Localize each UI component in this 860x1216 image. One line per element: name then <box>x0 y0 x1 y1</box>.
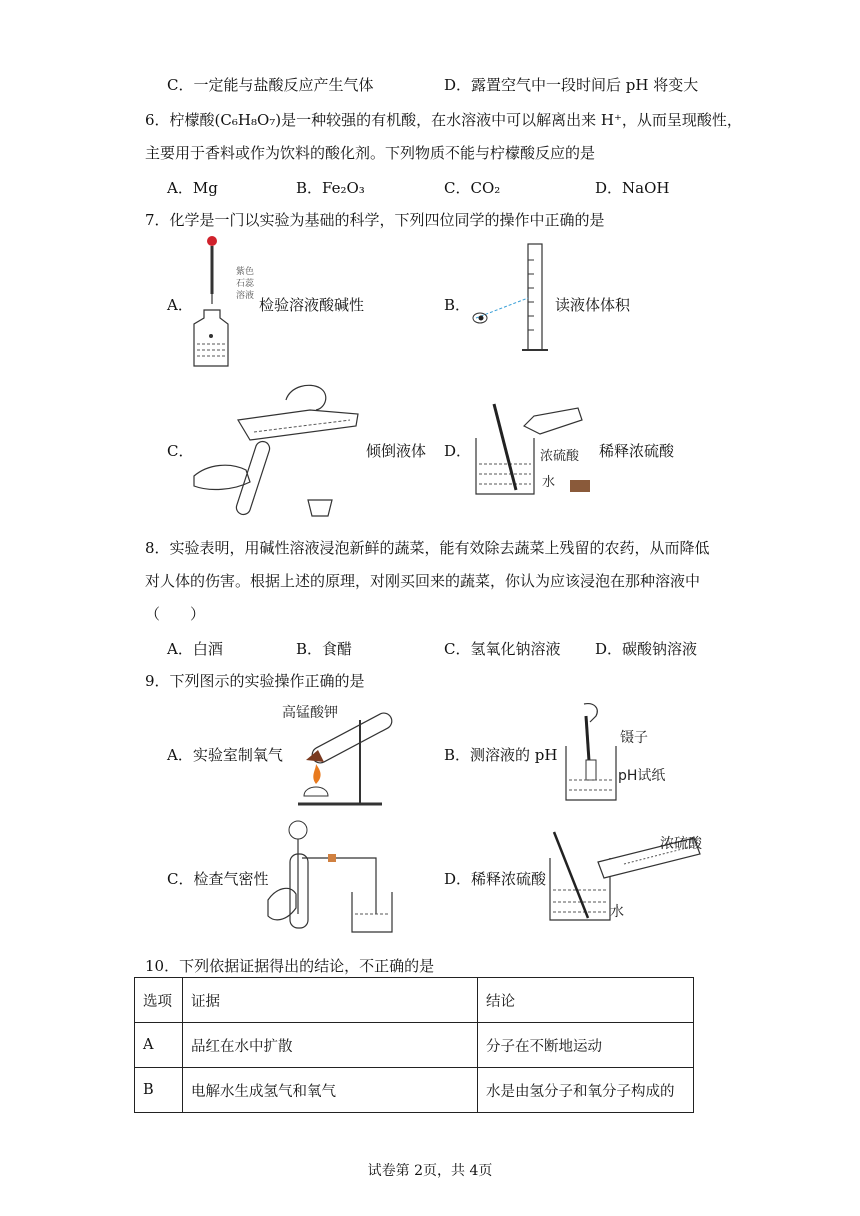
table-cell: 分子在不断地运动 <box>478 1023 694 1068</box>
glass-rod-icon <box>494 404 516 490</box>
q7d-label-water: 水 <box>542 475 556 490</box>
sight-line <box>476 298 528 318</box>
beaker-icon <box>352 892 392 932</box>
q7a-label-line1: 紫色 <box>236 267 255 277</box>
q7-option-a-letter: A． <box>167 296 193 314</box>
q9b-label-tweezers: 镊子 <box>620 730 648 746</box>
q8-option-a: A．白酒 <box>167 640 223 658</box>
table-cell: 水是由氢分子和氧分子构成的 <box>478 1068 694 1113</box>
page-footer: 试卷第 2页，共 4页 <box>367 1163 493 1179</box>
q7-option-b-letter: B． <box>444 296 471 314</box>
q9-option-c: C．检查气密性 <box>167 870 269 888</box>
q8-option-d: D．碳酸钠溶液 <box>595 640 698 658</box>
q9-stem: 9．下列图示的实验操作正确的是 <box>145 672 365 690</box>
q7b-graduated-cylinder-figure <box>466 240 556 362</box>
table-cell: 品红在水中扩散 <box>183 1023 478 1068</box>
q9c-airtightness-figure <box>266 818 396 936</box>
alcohol-lamp-icon <box>304 787 328 796</box>
acid-bottle-icon <box>524 408 582 434</box>
test-tube-icon <box>235 440 272 517</box>
table-row <box>135 1068 694 1113</box>
table-header-cell: 选项 <box>135 978 183 1023</box>
q6-option-b: B．Fe₂O₃ <box>296 179 365 197</box>
q9b-label-ph-paper: pH试纸 <box>618 768 666 784</box>
table-row <box>135 1023 694 1068</box>
q9-option-b: B．测溶液的 pH <box>444 746 558 764</box>
q5-option-c: C．一定能与盐酸反应产生气体 <box>167 76 374 94</box>
q6-option-a: A．Mg <box>167 179 218 197</box>
q8-stem-line1: 8．实验表明，用碱性溶液浸泡新鲜的蔬菜，能有效除去蔬菜上残留的农药，从而降低 <box>145 539 710 557</box>
q6-option-d: D．NaOH <box>595 179 670 197</box>
reagent-bottle-icon <box>238 410 358 440</box>
q7-option-d-caption: 稀释浓硫酸 <box>599 442 675 460</box>
q8-option-b: B．食醋 <box>296 640 353 658</box>
table-header-cell: 证据 <box>183 978 478 1023</box>
q7-option-b-caption: 读液体体积 <box>555 296 631 314</box>
hand-icon <box>194 465 250 489</box>
delivery-tube-icon <box>302 858 376 914</box>
q9a-oxygen-apparatus-figure <box>278 700 408 810</box>
q6-stem-line2: 主要用于香料或作为饮料的酸化剂。下列物质不能与柠檬酸反应的是 <box>145 144 596 162</box>
q8-stem-line2: 对人体的伤害。根据上述的原理，对刚买回来的蔬菜，你认为应该浸泡在那种溶液中 <box>145 572 701 590</box>
q9-option-d: D．稀释浓硫酸 <box>444 870 547 888</box>
q9-option-a: A．实验室制氧气 <box>167 746 283 764</box>
q7-option-c-letter: C． <box>167 442 194 460</box>
q9d-dilution-figure <box>544 828 714 926</box>
q7a-label-line2: 石蕊 <box>236 279 255 289</box>
q7-option-a-caption: 检验溶液酸碱性 <box>259 296 365 314</box>
q10-table <box>134 977 694 1113</box>
table-cell: B <box>135 1068 183 1113</box>
flame-icon <box>313 764 320 784</box>
funnel-icon <box>289 821 307 839</box>
q8-option-c: C．氢氧化钠溶液 <box>444 640 561 658</box>
dropper-bulb-icon <box>207 236 217 246</box>
hand-icon <box>286 385 326 410</box>
q10-stem: 10．下列依据证据得出的结论，不正确的是 <box>145 957 435 975</box>
q7-stem: 7．化学是一门以实验为基础的科学，下列四位同学的操作中正确的是 <box>145 211 605 229</box>
q7d-dilution-figure <box>470 390 595 500</box>
q9d-label-acid: 浓硫酸 <box>660 836 702 852</box>
q7-option-d-letter: D． <box>444 442 472 460</box>
q7c-pouring-figure <box>190 380 370 520</box>
ph-paper-icon <box>586 760 596 780</box>
q9d-label-water: 水 <box>610 904 624 920</box>
q9b-ph-figure <box>560 700 680 805</box>
q6-stem-line1: 6．柠檬酸(C₆H₈O₇)是一种较强的有机酸，在水溶液中可以解离出来 H⁺，从而呈现酸性， <box>145 111 742 129</box>
stopper-icon <box>570 480 590 492</box>
q7d-label-acid: 浓硫酸 <box>540 449 580 464</box>
potassium-permanganate <box>306 750 324 762</box>
hand-icon <box>268 888 296 919</box>
glass-rod-icon <box>554 832 588 918</box>
q5-option-d: D．露置空气中一段时间后 pH 将变大 <box>444 76 699 94</box>
q6-option-c: C．CO₂ <box>444 179 501 197</box>
q7a-label-line3: 溶液 <box>236 291 255 301</box>
table-header-cell: 结论 <box>478 978 694 1023</box>
q7-option-c-caption: 倾倒液体 <box>366 442 427 460</box>
table-header-row <box>135 978 694 1023</box>
q9a-label: 高锰酸钾 <box>282 705 338 721</box>
table-cell: A <box>135 1023 183 1068</box>
q8-answer-blank: （ ） <box>145 605 206 623</box>
q7a-dropper-figure <box>188 232 268 372</box>
table-cell: 电解水生成氢气和氧气 <box>183 1068 478 1113</box>
stopper-icon <box>308 500 332 516</box>
